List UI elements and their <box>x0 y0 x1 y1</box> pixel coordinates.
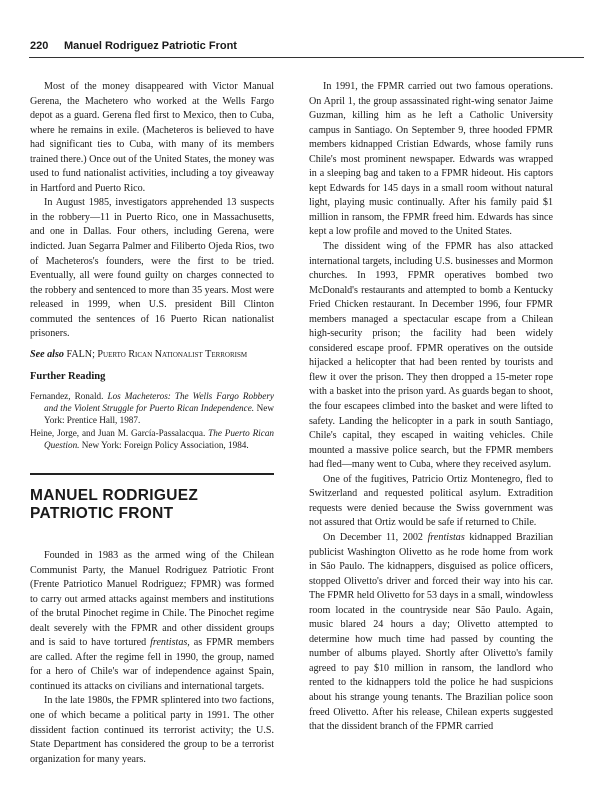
running-title: Manuel Rodriguez Patriotic Front <box>64 40 237 52</box>
see-also-label: See also <box>30 348 64 360</box>
paragraph: In the late 1980s, the FPMR splintered into two factions, one of which became a political party in 1991. The other dissident faction continued its terrorist activity; the U.S. State Department has considered the group to be a terrorist organization for many years. <box>30 695 274 765</box>
further-reading-heading: Further Reading <box>30 371 106 383</box>
section-divider <box>30 473 274 475</box>
page-number: 220 <box>30 40 49 52</box>
see-also <box>30 348 274 363</box>
left-column <box>30 80 274 767</box>
header-rule <box>29 57 584 58</box>
paragraph: In 1991, the FPMR carried out two famous operations. On April 1, the group assassinated right-wing senator Jaime Guzman, killing him as he left a Catholic University campus in Santiago. On September 9, three hooded FPMR members kidnapped Cristian Edwards, whose family runs Chile's most prominent newspaper. Edwards was wrapped in a sleeping bag and taken to a FPMR hideout. His captors kept Edwards for 145 days in a small room without natural light, playing music continually. After his family paid $1 million in ransom, the FPMR freed him. Edwards has since kept a low profile and moved to the United States. <box>309 81 553 238</box>
reference-item: Fernandez, Ronald. Los Macheteros: The Wells Fargo Robbery and the Violent Struggle for Puerto Rican Independence. New York: Prentice Hall, 1987. <box>30 390 275 426</box>
section-title: MANUEL RODRIGUEZ PATRIOTIC FRONT <box>30 486 199 522</box>
paragraph: The dissident wing of the FPMR has also attacked international targets, including U.S. businesses and Mormon churches. In 1993, FPMR operatives bombed two McDonald's restaurants and attempted to bomb a Kentucky Fried Chicken restaurant. In December 1996, four FPMR members managed a spectacular escape from a Chilean high-security prison; the facility had been widely considered escape proof. FPMR operatives on the outside hijacked a helicopter that had been rented by tourists and flew it over the prison. They then dropped a 15-meter rope with a basket into the prison yard. As guards began to shoot, the four escapees climbed into the basket and were lifted to safety. Landing the helicopter in a park in south Santiago, Chile's capital, they escaped in waiting vehicles. Chile mounted a massive police search, but the FPMR members had fled—many went to Cuba, where they received asylum. <box>309 241 553 471</box>
paragraph: In August 1985, investigators apprehended 13 suspects in the robbery—11 in Puerto Rico, one in Massachusetts, and one in Dallas. Four others, including Gerena, were indicted. Juan Segarra Palmer and Filiberto Ojeda Rios, two of Macheteros's founders, were the first to be tried. Eventually, all were found guilty on charges connected to the robbery and sentenced to more than 35 years. Most were released in 1999, when U.S. president Bill Clinton commuted the sentences of 16 Puerto Rican nationalist prisoners. <box>30 197 274 340</box>
see-also-links[interactable]: FALN; Puerto Rican Nationalist Terrorism <box>66 348 248 360</box>
paragraph: On December 11, 2002 frentistas kidnapped Brazilian publicist Washington Olivetto as he rode home from work in São Paulo. The kidnappers, disguised as police officers, stopped Olivetto's driver and forced their way into his car. The FPMR held Olivetto for 53 days in a small, windowless room located in the countryside near São Paulo. Again, music blared 24 hours a day; Olivetto attempted to determine how much time had passed by counting the number of albums played. Shortly after Olivetto's family agreed to pay $10 million in ransom, the landlord who rented to the kidnappers told the police he had suspicions about his strange young tenants. The Brazilian police soon freed Olivetto. After his release, Chilean experts suggested that the dissident branch of the FPMR carried <box>309 531 553 733</box>
right-column <box>309 80 553 735</box>
paragraph: One of the fugitives, Patricio Ortiz Montenegro, fled to Switzerland and requested political asylum. Extradition requests were denied because the Swiss government was not assured that Ortiz would be safe if returned to Chile. <box>309 473 553 529</box>
reference-item: Heine, Jorge, and Juan M. García-Passalacqua. The Puerto Rican Question. New York: Foreign Policy Association, 1984. <box>30 427 275 450</box>
running-header <box>0 34 614 58</box>
paragraph: Founded in 1983 as the armed wing of the Chilean Communist Party, the Manuel Rodriguez Patriotic Front (Frente Patriotico Manuel Rodriguez; FPMR) was formed to carry out armed attacks against members and institutions of the brutal Pinochet regime in Chile. The Pinochet regime dealt severely with the FPMR and other dissident groups and is said to have tortured frentistas, as FPMR members are called. After the regime fell in 1990, the group, named for a hero of Chile's war of independence against Spain, continued its attacks on civilians and international targets. <box>30 549 275 692</box>
paragraph: Most of the money disappeared with Victor Manual Gerena, the Machetero who worked at the Wells Fargo depot as a guard. Gerena fled first to Mexico, then to Cuba, where he remains in exile. (Macheteros is believed to have had significant ties to Cuba, with many of its members trained there.) Once out of the United States, the money was used to fund nationalist activities, including a toy giveaway in Hartford and Puerto Rico. <box>30 81 274 194</box>
